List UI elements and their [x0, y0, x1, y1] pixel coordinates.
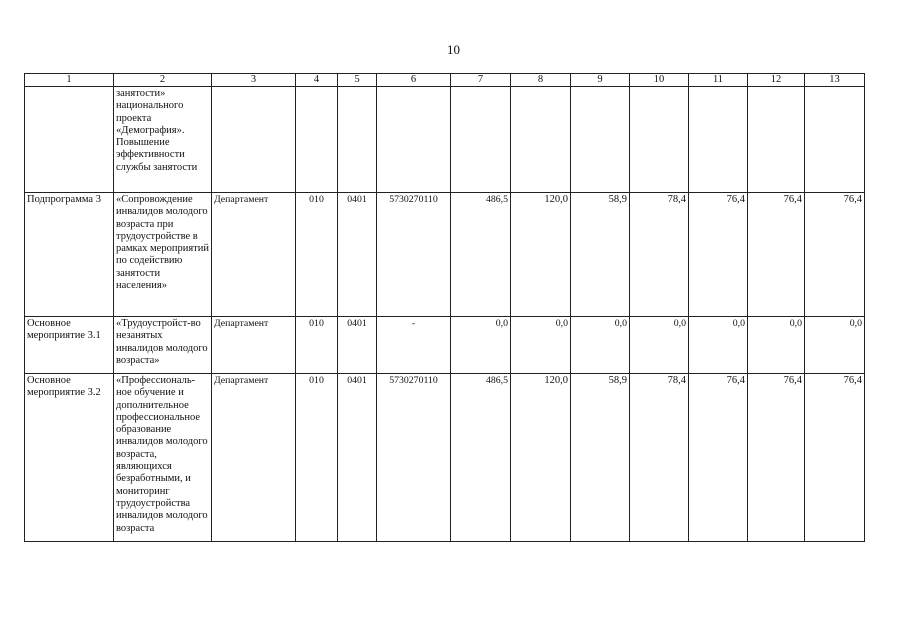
value-cell: 76,4 [805, 193, 865, 317]
column-header: 11 [689, 74, 748, 87]
value-cell: 0,0 [511, 317, 571, 374]
name-cell: «Трудоустройст-во незанятых инвалидов молодого возраста» [114, 317, 212, 374]
target-code-cell: 5730270110 [377, 193, 451, 317]
value-cell: 0,0 [805, 317, 865, 374]
name-cell: занятости» национального проекта «Демография». Повышение эффективности службы занятости [114, 87, 212, 193]
code-cell: 010 [296, 193, 338, 317]
executor-cell: Департамент [212, 374, 296, 542]
value-cell: 0,0 [630, 317, 689, 374]
value-cell: 0,0 [748, 317, 805, 374]
program-cell: Основное мероприятие 3.2 [25, 374, 114, 542]
table-row-subprogram-3 [25, 193, 865, 317]
column-header: 8 [511, 74, 571, 87]
section-cell: 0401 [338, 374, 377, 542]
value-cell [511, 87, 571, 193]
section-cell: 0401 [338, 317, 377, 374]
column-header: 3 [212, 74, 296, 87]
table-row-measure-3-1 [25, 317, 865, 374]
page-number: 10 [447, 42, 460, 57]
value-cell [630, 87, 689, 193]
value-cell: 0,0 [451, 317, 511, 374]
value-cell [689, 87, 748, 193]
value-cell: 76,4 [748, 193, 805, 317]
value-cell [451, 87, 511, 193]
value-cell: 78,4 [630, 193, 689, 317]
value-cell: 76,4 [689, 374, 748, 542]
value-cell: 0,0 [571, 317, 630, 374]
header-row [25, 74, 865, 87]
value-cell [571, 87, 630, 193]
column-header: 6 [377, 74, 451, 87]
value-cell: 58,9 [571, 193, 630, 317]
section-cell: 0401 [338, 193, 377, 317]
value-cell: 0,0 [689, 317, 748, 374]
column-header: 5 [338, 74, 377, 87]
value-cell: 76,4 [805, 374, 865, 542]
target-code-cell: 5730270110 [377, 374, 451, 542]
value-cell [805, 87, 865, 193]
name-cell: «Профессиональ-ное обучение и дополнительное профессиональное образование инвалидов молодого возраста, являющихся безработными, и мониторинг трудоустройства инвалидов молодого возраста [114, 374, 212, 542]
column-header: 2 [114, 74, 212, 87]
value-cell [748, 87, 805, 193]
code-cell: 010 [296, 374, 338, 542]
value-cell: 76,4 [689, 193, 748, 317]
column-header: 7 [451, 74, 511, 87]
program-cell: Подпрограмма 3 [25, 193, 114, 317]
value-cell: 78,4 [630, 374, 689, 542]
budget-table [24, 73, 865, 542]
column-header: 9 [571, 74, 630, 87]
column-header: 12 [748, 74, 805, 87]
executor-cell [212, 87, 296, 193]
value-cell: 58,9 [571, 374, 630, 542]
value-cell: 76,4 [748, 374, 805, 542]
table-row-measure-3-2 [25, 374, 865, 542]
section-cell [338, 87, 377, 193]
table-row-continuation [25, 87, 865, 193]
name-cell: «Сопровождение инвалидов молодого возраста при трудоустройстве в рамках мероприятий по содействию занятости населения» [114, 193, 212, 317]
code-cell: 010 [296, 317, 338, 374]
code-cell [296, 87, 338, 193]
target-code-cell [377, 87, 451, 193]
column-header: 13 [805, 74, 865, 87]
value-cell: 486,5 [451, 374, 511, 542]
value-cell: 120,0 [511, 374, 571, 542]
executor-cell: Департамент [212, 193, 296, 317]
column-header: 4 [296, 74, 338, 87]
program-cell: Основное мероприятие 3.1 [25, 317, 114, 374]
program-cell [25, 87, 114, 193]
column-header: 10 [630, 74, 689, 87]
executor-cell: Департамент [212, 317, 296, 374]
target-code-cell: - [377, 317, 451, 374]
value-cell: 486,5 [451, 193, 511, 317]
column-header: 1 [25, 74, 114, 87]
value-cell: 120,0 [511, 193, 571, 317]
